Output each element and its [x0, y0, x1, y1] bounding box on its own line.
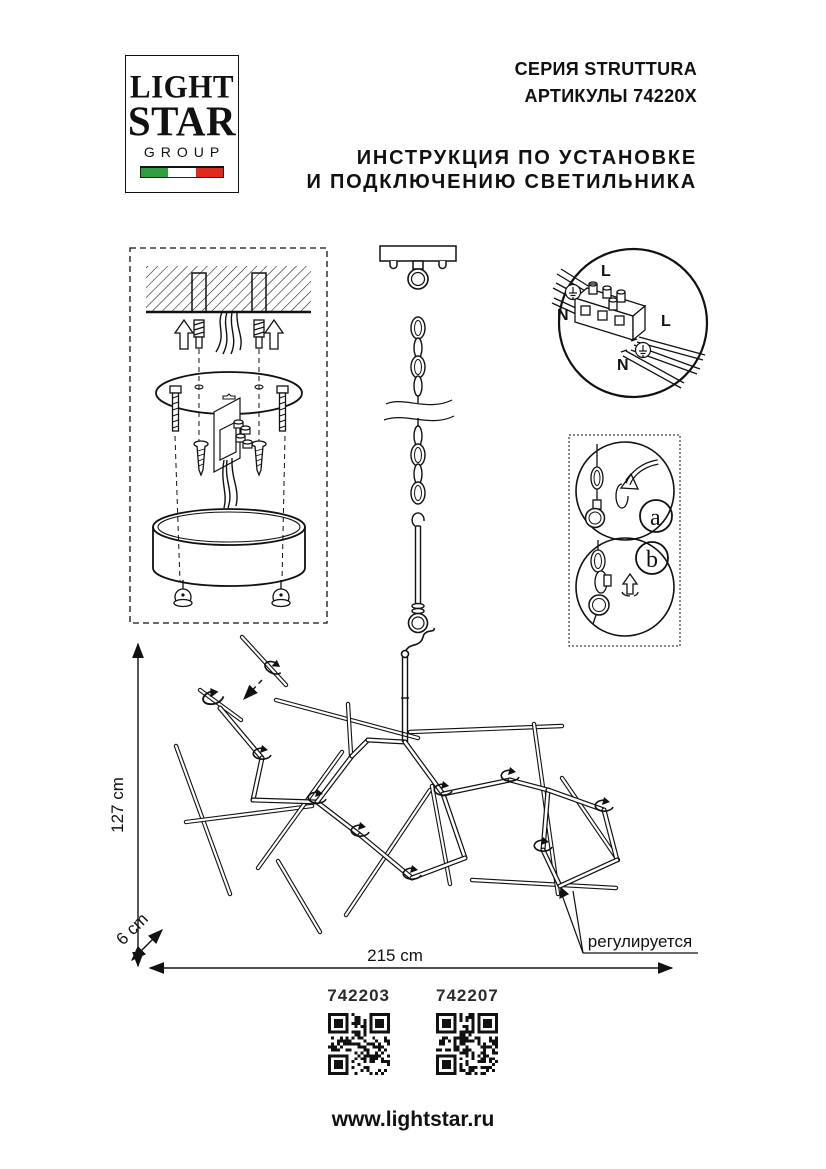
- detail-a-drawing: [586, 444, 659, 528]
- detail-b-drawing: [589, 540, 638, 624]
- adjustable-label: регулируется: [587, 932, 693, 951]
- flag-white: [168, 168, 195, 177]
- terminal-block: [575, 282, 645, 340]
- hanging-rod: [409, 513, 428, 633]
- italian-flag-stripe: [140, 166, 224, 178]
- ceiling-bar: [380, 246, 456, 289]
- logo-word-group: GROUP: [143, 144, 226, 160]
- article-number: АРТИКУЛЫ 74220X: [524, 86, 697, 106]
- doc-title-line2: И ПОДКЛЮЧЕНИЮ СВЕТИЛЬНИКА: [306, 171, 697, 193]
- chandelier-tubes: [176, 637, 618, 932]
- wire-label-n-in: N: [557, 307, 569, 324]
- logo-word-star: STAR: [127, 97, 237, 145]
- mains-wires: [216, 312, 241, 354]
- chandelier-dimension-diagram: [110, 628, 710, 984]
- qr-item: [327, 986, 390, 1075]
- qr-label: 742207: [436, 986, 499, 1005]
- detail-label-b: b: [646, 547, 658, 573]
- website-url: www.lightstar.ru: [331, 1108, 495, 1131]
- qr-label: 742203: [327, 986, 390, 1005]
- depth-dimension-label: 6 cm: [112, 909, 152, 949]
- suspension-chain: [384, 317, 454, 504]
- wire-label-n-out: N: [617, 357, 629, 374]
- ceiling-mount-diagram: [128, 246, 330, 626]
- height-dimension-label: 127 cm: [108, 777, 127, 833]
- flag-green: [141, 168, 168, 177]
- insert-arrow-icon: [175, 320, 283, 349]
- wire-label-l-in: L: [601, 263, 611, 280]
- chandelier-frame: [220, 708, 617, 886]
- logo-word-light: LIGHT: [129, 68, 235, 105]
- qr-item: [436, 986, 499, 1075]
- power-cord: [402, 628, 435, 658]
- header: [306, 56, 697, 194]
- lightstar-logo: [125, 55, 239, 193]
- wall-anchor: [194, 320, 264, 348]
- wiring-detail-diagram: [551, 246, 715, 404]
- doc-title-line1: ИНСТРУКЦИЯ ПО УСТАНОВКЕ: [356, 147, 697, 169]
- terminal-block: [214, 398, 252, 508]
- detail-label-a: a: [650, 505, 661, 531]
- suspension-parts-diagram: [368, 240, 468, 636]
- width-dimension-label: 215 cm: [367, 946, 423, 965]
- qr-code-image: [328, 1013, 390, 1075]
- flag-red: [196, 168, 223, 177]
- wire-label-l-out: L: [661, 313, 671, 330]
- chandelier-stem: [401, 657, 409, 742]
- outgoing-wires: [621, 337, 705, 388]
- series-name: СЕРИЯ STRUTTURA: [514, 59, 697, 79]
- qr-section: [0, 986, 826, 1075]
- chain-adjust-detail-diagram: [568, 434, 682, 648]
- qr-code-image: [436, 1013, 498, 1075]
